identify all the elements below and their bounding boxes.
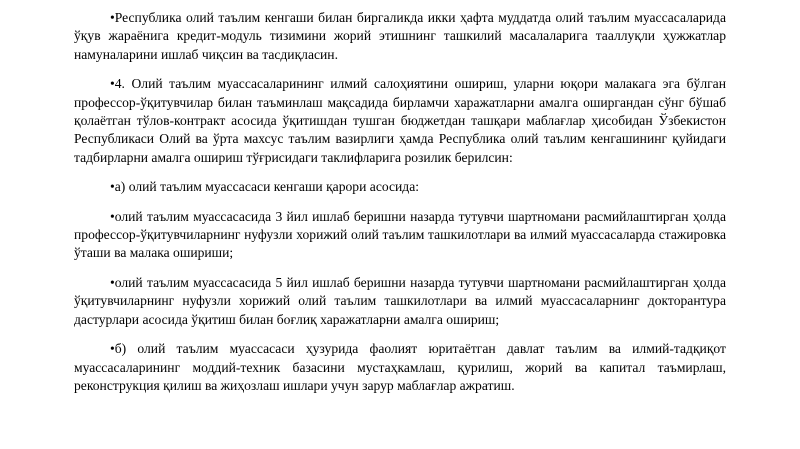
paragraph-1: •Республика олий таълим кенгаши билан биргаликда икки ҳафта муддатда олий таълим муассасаларида ўқув жараёнига кредит-модуль тизимини жорий этишнинг ташкилий масалаларига тааллуқли ҳужжатлар намуналарини ишлаб чиқсин ва тасдиқласин.: [74, 10, 726, 62]
paragraph-6: •б) олий таълим муассасаси ҳузурида фаолият юритаётган давлат таълим ва илмий-тадқиқот муассасаларининг моддий-техник базасини мустаҳкамлаш, қурилиш, жорий ва капитал таъмирлаш, реконструкция қилиш ва жиҳозлаш ишлари учун зарур маблағлар ажратиш.: [74, 341, 726, 393]
paragraph-2: •4. Олий таълим муассасаларининг илмий салоҳиятини ошириш, уларни юқори малакага эга бўлган профессор-ўқитувчилар билан таъминлаш мақсадида бирламчи харажатларни амалга оширгандан сўнг бўшаб қолаётган тўлов-контракт асосида ўқитишдан тушган бюджетдан ташқари маблағлар ҳисобидан Ўзбекистон Республикаси Олий ва ўрта махсус таълим вазирлиги ҳамда Республика олий таълим кенгашининг қуйидаги тадбирларни амалга ошириш тўғрисидаги таклифларига розилик берилсин:: [74, 76, 726, 165]
paragraph-5: •олий таълим муассасасида 5 йил ишлаб беришни назарда тутувчи шартномани расмийлаштирган ҳолда ўқитувчиларнинг нуфузли хорижий олий таълим ташкилотлари ва илмий муассасаларнинг докторантура дастурлари асосида ўқитиш билан боғлиқ харажатларни амалга ошириш;: [74, 274, 726, 327]
paragraph-3: •а) олий таълим муассасаси кенгаши қарори асосида:: [110, 179, 420, 195]
document-body: [74, 9, 726, 406]
paragraph-4: •олий таълим муассасасида 3 йил ишлаб беришни назарда тутувчи шартномани расмийлаштирган ҳолда профессор-ўқитувчиларнинг нуфузли хорижий олий таълим ташкилотлари ва илмий муассасаларда стажировка ўташи ва малака ошириши;: [74, 208, 726, 261]
